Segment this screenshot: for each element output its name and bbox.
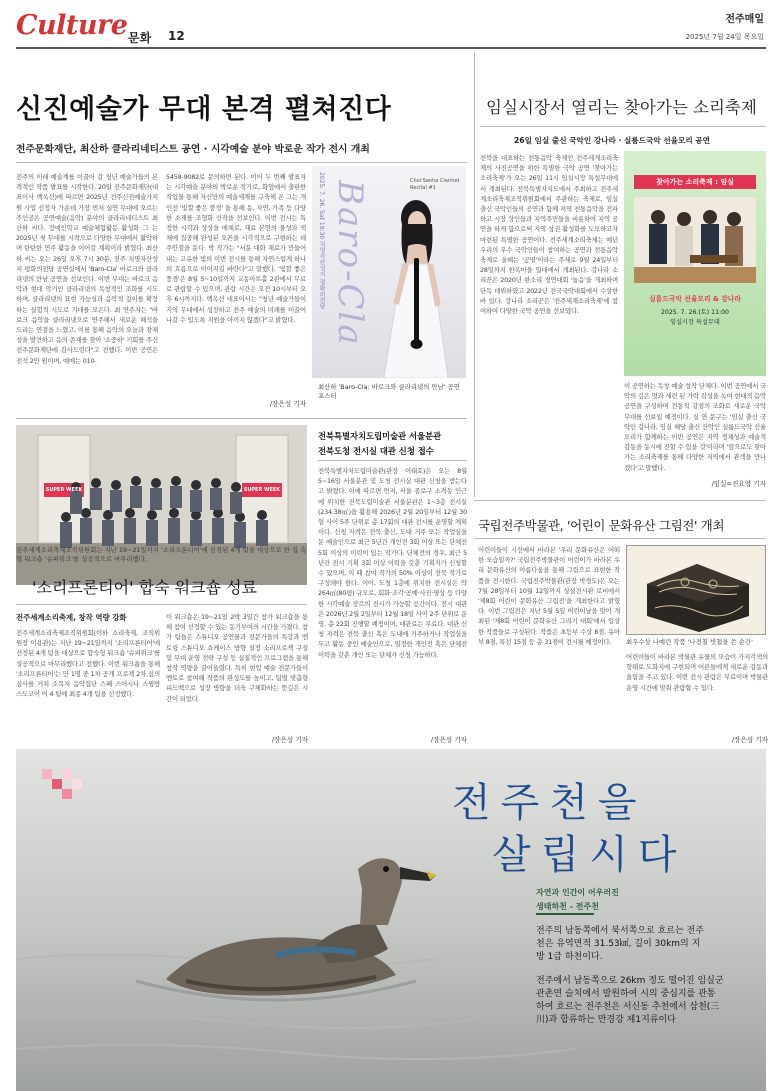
lead-subhead: 전주문화재단, 최산하 클라리네티스트 공연 · 시각예술 분야 박로운 작가 전시 개최 — [16, 144, 370, 155]
gugak-body-col1: 전북을 대표하는 전통음악 축제인 전주세계소리축제의 사전공연을 위한 특별한 국악 공연 '찾아가는 소리축제'가 오는 26일 11시 임실시장 특설무대에서 개최된다. 전북특별자치도에서 주최하고 전주세계소리축제조직위원회에서 주관하는 축제로, 임실 출신 국악인들의 공연과 함께 지역 전통음악을 전파하고 시장 상인들과 지역주민들을 비롯하여 지역 공연을 하게 함으로써 지역 상권 활성화를 도모하고자 마련된 특별한 공연이다. 전주세계소리축제는 매년 우리의 우수 국악인들이 참여하는 공연과 전통음악 축제로 올해는 '공명'이라는 주제로 9월 24일부터 28일까지 한옥마을 일대에서 개최된다. 강나라 소리꾼은 2020년 판소리 경연대회 '놀음'을 개최하며 단독 데뷔하였고 2022년 전국국악대회에서 수상한 바 있다. 강나라 소리꾼은 '전주세계소리축제'에 참여하여 다양한 국악 공연을 선보였다. — [480, 154, 618, 316]
deco-square — [72, 779, 82, 789]
museum-art-rule — [318, 460, 467, 461]
banner-left-text: SUPER WEEK — [45, 487, 83, 493]
museum-top-rule — [474, 500, 766, 501]
museum-art-headline-2: 전북도청 전시실 대관 신청 접수 — [318, 446, 434, 456]
deco-square — [62, 769, 72, 779]
workshop-byline: /장은성 기자 — [271, 736, 308, 744]
museum-rule — [474, 538, 766, 539]
gugak-poster-line2: 2025. 7. 26.(토) 11:00 — [661, 309, 729, 316]
museum-art-byline: /장은성 기자 — [430, 736, 467, 744]
lead-headline: 신진예술가 무대 본격 펼쳐진다 — [16, 94, 392, 125]
gugak-body-col2: 이 공연하는 독창 예술 창작 단체다. 이번 공연에서 국악의 깊은 멋과 세련 된 가락 감성을 녹여 현대적 음악 공연을 구성하며 전통적 강점의 조화로 새로운 국악 무대를 선보일 예정이다. 실 연 문구는 '임실 출신 국악인 강나라, 임실 해당 출신 산악인 실룸드국악 선율모리가 함께하는 이번 공연은 지역 정체성과 예술적 감동을 동시에 전할 수 있을 것'이라며 '앞으로도 찾아가는 소리축제를 통해 다양한 지역에서 관객을 만나겠다'고 말했다. — [624, 382, 766, 472]
artwork-drawing — [627, 546, 766, 635]
museum-body-col1: 어린이들이 시선에서 바라본 '우리 문화유산은 어떠한 모습일까?' 국립전주박물관이 어린이가 바라본 우리 문화유산의 아름다움을 통해 그림으로 표현한 작품을 전시한다. 국립전주박물관(관장 박경도)은 오는 7월 28일부터 10월 12일까지 상설전시관 로비에서 '제8회 어린이 문화유산 그림전'을 개최한다고 밝혔다. 이번 그림전은 지난 5월 5일 어린이날을 맞아 개최된 '제8회 어린이 문화유산 그리기 대회'에서 입상한 작품들로 구성된다. 작품은 초등부 수상 8점, 유아부 8점, 특선 15점 등 총 31점이 전시될 예정이다. — [478, 546, 620, 646]
river-series-underline — [536, 913, 594, 915]
recital-poster — [312, 166, 466, 378]
gugak-rule — [480, 126, 766, 127]
museum-art-body: 전북특별자치도립미술관(관장 이태호)은 오는 8월 5~16일 서울분관 및 도청 전시실 대관 신청을 받는다고 밝혔다. 이에 따르면 먼저, 서울 종로구 소격동 인근에 위치한 전북도립미술관 서울분관은 1~3층 전시실(234.38㎡)을 활용해 2026년 2월 20일부터 12월 30일 사이 5주 단위로 총 17회의 대관 전시를 운영할 계획이다. 신청 자격은 전북 출신, 도내 거주 또는 작업실을 둔 예술인으로 최근 5년간 개인전 3회 이상 또는 단체전 5회 이상의 이력이 있는 작가다. 단체전의 경우, 최근 5년간 전시 기획 3회 이상 이력을 갖춘 기획자가 신청할 수 있으며, 이 때 참여 작가의 50% 이상이 전북 작가로 구성돼야 한다. 이어, 도청 1층에 위치한 전시실은 약 264㎡(80평) 규모로, 회화·조각·공예·사진·영상 등 다양한 시각예술 장르의 전시가 가능할 공간이다. 전시 대관은 2026년 2월 2일부터 12월 18일 사이 2주 단위로 운영, 총 22회 진행할 예정이며, 대관료는 무료다. 대관 신청 자격은 전북 출신 혹은 도내에 거주하거나 작업실을 두고 활동 중인 예술인으로, 일정한 개인전 혹은 단체전 이력을 갖춘 개인 또는 단체가 신청 가능하다. — [318, 467, 467, 659]
river-series-1: 자연과 인간이 어우러진 — [536, 888, 619, 897]
musicians-photo — [634, 197, 756, 283]
gugak-poster-line1: 실룸드국악 선율모리 & 강나라 — [649, 295, 741, 303]
museum-art-headline-1: 전북특별자치도립미술관 서울분관 — [318, 431, 442, 441]
paper-name: 전주매일 — [725, 14, 764, 25]
gugak-poster — [624, 151, 766, 376]
section-ko: 문화 — [128, 31, 152, 45]
workshop-body-col2: 이 워크숍은 19~21일 2박 3일간 참가 워크숍을 통해 참여 선정할 수 있는 동기부여의 시간을 가졌다. 참가 팀들은 스튜디오 공연물과 전문가들의 특강과 멘토링 스튜디오 쇼케이스 방향 설정 소리프로젝 구성 및 무대 운영 전략 구성 등 실질적인 프로그램을 통해 창작 역량을 끌어올렸다. 특히 현업 예술 전문가들이 멘토로 참여해 작품의 완성도를 높이고, 팀별 맞춤형 피드백으로 성장 방향을 더욱 구체화하는 뜻깊은 시간이 되었다. — [166, 613, 308, 703]
issue-date: 2025년 7월 24일 목요일 — [685, 33, 764, 41]
lead-byline: /장은성 기자 — [269, 400, 306, 408]
masthead — [0, 0, 777, 52]
workshop-body-col1: 전주세계소리축제조직위원회(이하 소리축제, 조직위원장 이용관)는 지난 19~21일까지 '소리프론티어'에 선정된 4개 팀을 대상으로 합숙형 워크숍 '슈퍼위크'를 성공적으로 마무리했다고 전했다. 이번 워크숍을 통해 '소리프론티어'는 만 1명 중 1차 공개 프로젝 2차 심의 심사를 거쳐 소목지 음악집단 스페 스어시나 스윙방 스도코어 이 4 팀에 최종 4개 팀을 선정했다. — [16, 629, 160, 699]
banner-right-text: SUPER WEEK — [243, 487, 281, 493]
museum-headline: 국립전주박물관, '어린이 문화유산 그림전' 개최 — [478, 518, 725, 533]
performer-figure — [372, 194, 464, 378]
workshop-rule — [16, 604, 307, 605]
river-title-2: 살립시다 — [492, 832, 687, 878]
river-para-2: 전주에서 남동쪽으로 26km 정도 떨어진 임실군 관촌면 슬치에서 발원하여 시의 중심지를 관통 하여 흐르는 전주천은 서신동 추천에서 삼천(三川)과 합류하는 만경강 제1지류이다 — [536, 976, 724, 1025]
workshop-headline: '소리프론티어' 합숙 워크숍 성료 — [32, 578, 257, 597]
poster-top-text: Choi Sanha Clarinet Recital #1 — [410, 178, 460, 191]
mid-rule — [16, 418, 467, 419]
workshop-subhead: 전주세계소리축제, 창작 역량 강화 — [16, 613, 127, 622]
gugak-poster-line3: 임실시장 특설무대 — [670, 319, 720, 326]
gugak-byline: /임실=진요영 기자 — [711, 480, 766, 488]
deco-square — [42, 769, 52, 779]
deco-square — [62, 789, 72, 799]
river-duck-photo — [16, 749, 766, 1091]
deco-square — [52, 779, 62, 789]
gugak-poster-title: 찾아가는 소리축제 : 임실 — [634, 175, 756, 189]
poster-side-text: 2025. 7. 26. Sat 19:30 치명자산성지 평화의전당 — [318, 172, 325, 310]
gugak-subhead: 26일 임실 출신 국악인 강나라 · 실룸드국악 선율모리 공연 — [514, 136, 710, 145]
poster-title: Baro-Cla — [330, 180, 370, 347]
artwork-photo — [626, 545, 766, 635]
page-number: 12 — [168, 29, 185, 43]
river-title-1: 전주천을 — [452, 780, 647, 826]
section-en: Culture — [16, 10, 128, 41]
lead-sub-rule — [16, 162, 467, 163]
workshop-caption: 전주세계소리축제조직위원회는 지난 19~21일까지 '소리프론티어'에 선정된 4개 팀을 대상으로 한 집 속형 워크숍 '슈퍼위크'를 성공적으로 마무리했다. — [16, 546, 307, 563]
river-series-2: 생태하천 - 전주천 — [536, 902, 599, 911]
museum-byline: /장은성 기자 — [731, 736, 768, 744]
artwork-caption: 최우수상 나예린 작품 '나전칠 빗첩을 쓴 순간' — [626, 638, 753, 646]
gugak-headline: 임실시장서 열리는 찾아가는 소리축제 — [486, 98, 757, 117]
lead-body-col1: 전주의 미래 예술계를 이끌어 갈 청년 예술가들의 본격적인 작품 발표를 시작한다. 20일 전주문화재단(대표이사 백옥선)에 따르면 2025년 전주신진예술가지원 사업 선정자 가운데 가장 먼저 실연 무대에 오르는 주인공은 공연예술(음악) 분야의 클라리네티스트 최산하 씨다. 장애인학교 예술체험활동 활성화 그 는 2025년 첫 무대를 시작으로 다양한 무대에서 활약하며 탄탄한 연주 활동을 이어갈 계획이라 밝혔다. 최산하 씨는 오는 26일 오후 7시 30분, 전주 치명자산성지 평화의전당 공연실에서 'Baro-Cla' 바로크와 클라리넷의 만남 공연을 선보인다. 이번 무대는 바로크 음악과 현대 악기인 클라리넷의 독창적인 조화를 시도하며, 클라리넷의 표현 가능성과 음악적 깊이를 확장하는 실험적 시도로 기대를 모은다. 최 연주자는 "바로크 음악을 클라리넷으로 연주해서 새로운 해석을 드리는 연결을 느꼈고, 이를 통해 음악의 오늘과 잠재성을 발견하고 음의 존재를 찾아 '소중하' 기회를 주신 전주문화재단에 감사드린다"고 전했다. 이번 공연은 전석 2만 원이며, 예매는 010- — [16, 173, 158, 365]
river-para-1: 전주의 남동쪽에서 북서쪽으로 흐르는 전주천은 유역면적 31.53㎢, 길이 30km의 지방 1급 하천이다. — [536, 926, 704, 962]
header-rule — [16, 47, 766, 49]
lead-body-col2: 5458-9082로 문의하면 된다. 이어 두 번째 발표자는 시각예술 분야의 박로운 작가로, 화엄에서 출판한 작업물 통해 자신만의 예술세계를 구축해 온 그는 개인전 '빛깔 좋은 풍경' 을 통해 동, 자연, 가족 등 다양한 소재를 조형화 신작을 선보인다. 이번 전시는 특정한 시각과 상상을 매체로, 재료 본연의 물성과 색채에 집중해 완성된 오픈을 시각적으로 구현하는 데 주안점을 둔다. 박 작가는 "서툰 대화 재료가 만들어내는 고유한 빛의 이번 전시를 통해 자연스럽게 하나의 흐름으로 이어지길 바란다"고 말했다. '빛깔 좋은 풍경'은 8월 5~10일까지 교동아트홀 2관에서 무료로 관람할 수 있으며, 관람 시간은 오전 10시부터 오후 6시까지다. 백옥선 대표이사는 "청년 예술가들이 지역 무대에서 성장하고 전주 예술의 미래를 이끌어 나갈 수 있도록 지원을 아끼지 않겠다"고 밝혔다. — [166, 173, 306, 324]
right-col-rule — [474, 52, 475, 497]
river-campaign-ad — [16, 749, 766, 1091]
poster-caption: 최산하 'Baro-Cla: 바로크와 클라리넷의 만남' 공연 포스터 — [318, 383, 460, 400]
museum-body-col2: 어린이들이 바라본 박물관 유물의 모습이 가지각색의 형태로 도화지에 구현되며 어른들에게 새로운 감동과 울림을 주고 있다. 이번 전시 관람은 무료이며 박물관 운영 시간에 맞춰 관람할 수 있다. — [626, 653, 768, 692]
